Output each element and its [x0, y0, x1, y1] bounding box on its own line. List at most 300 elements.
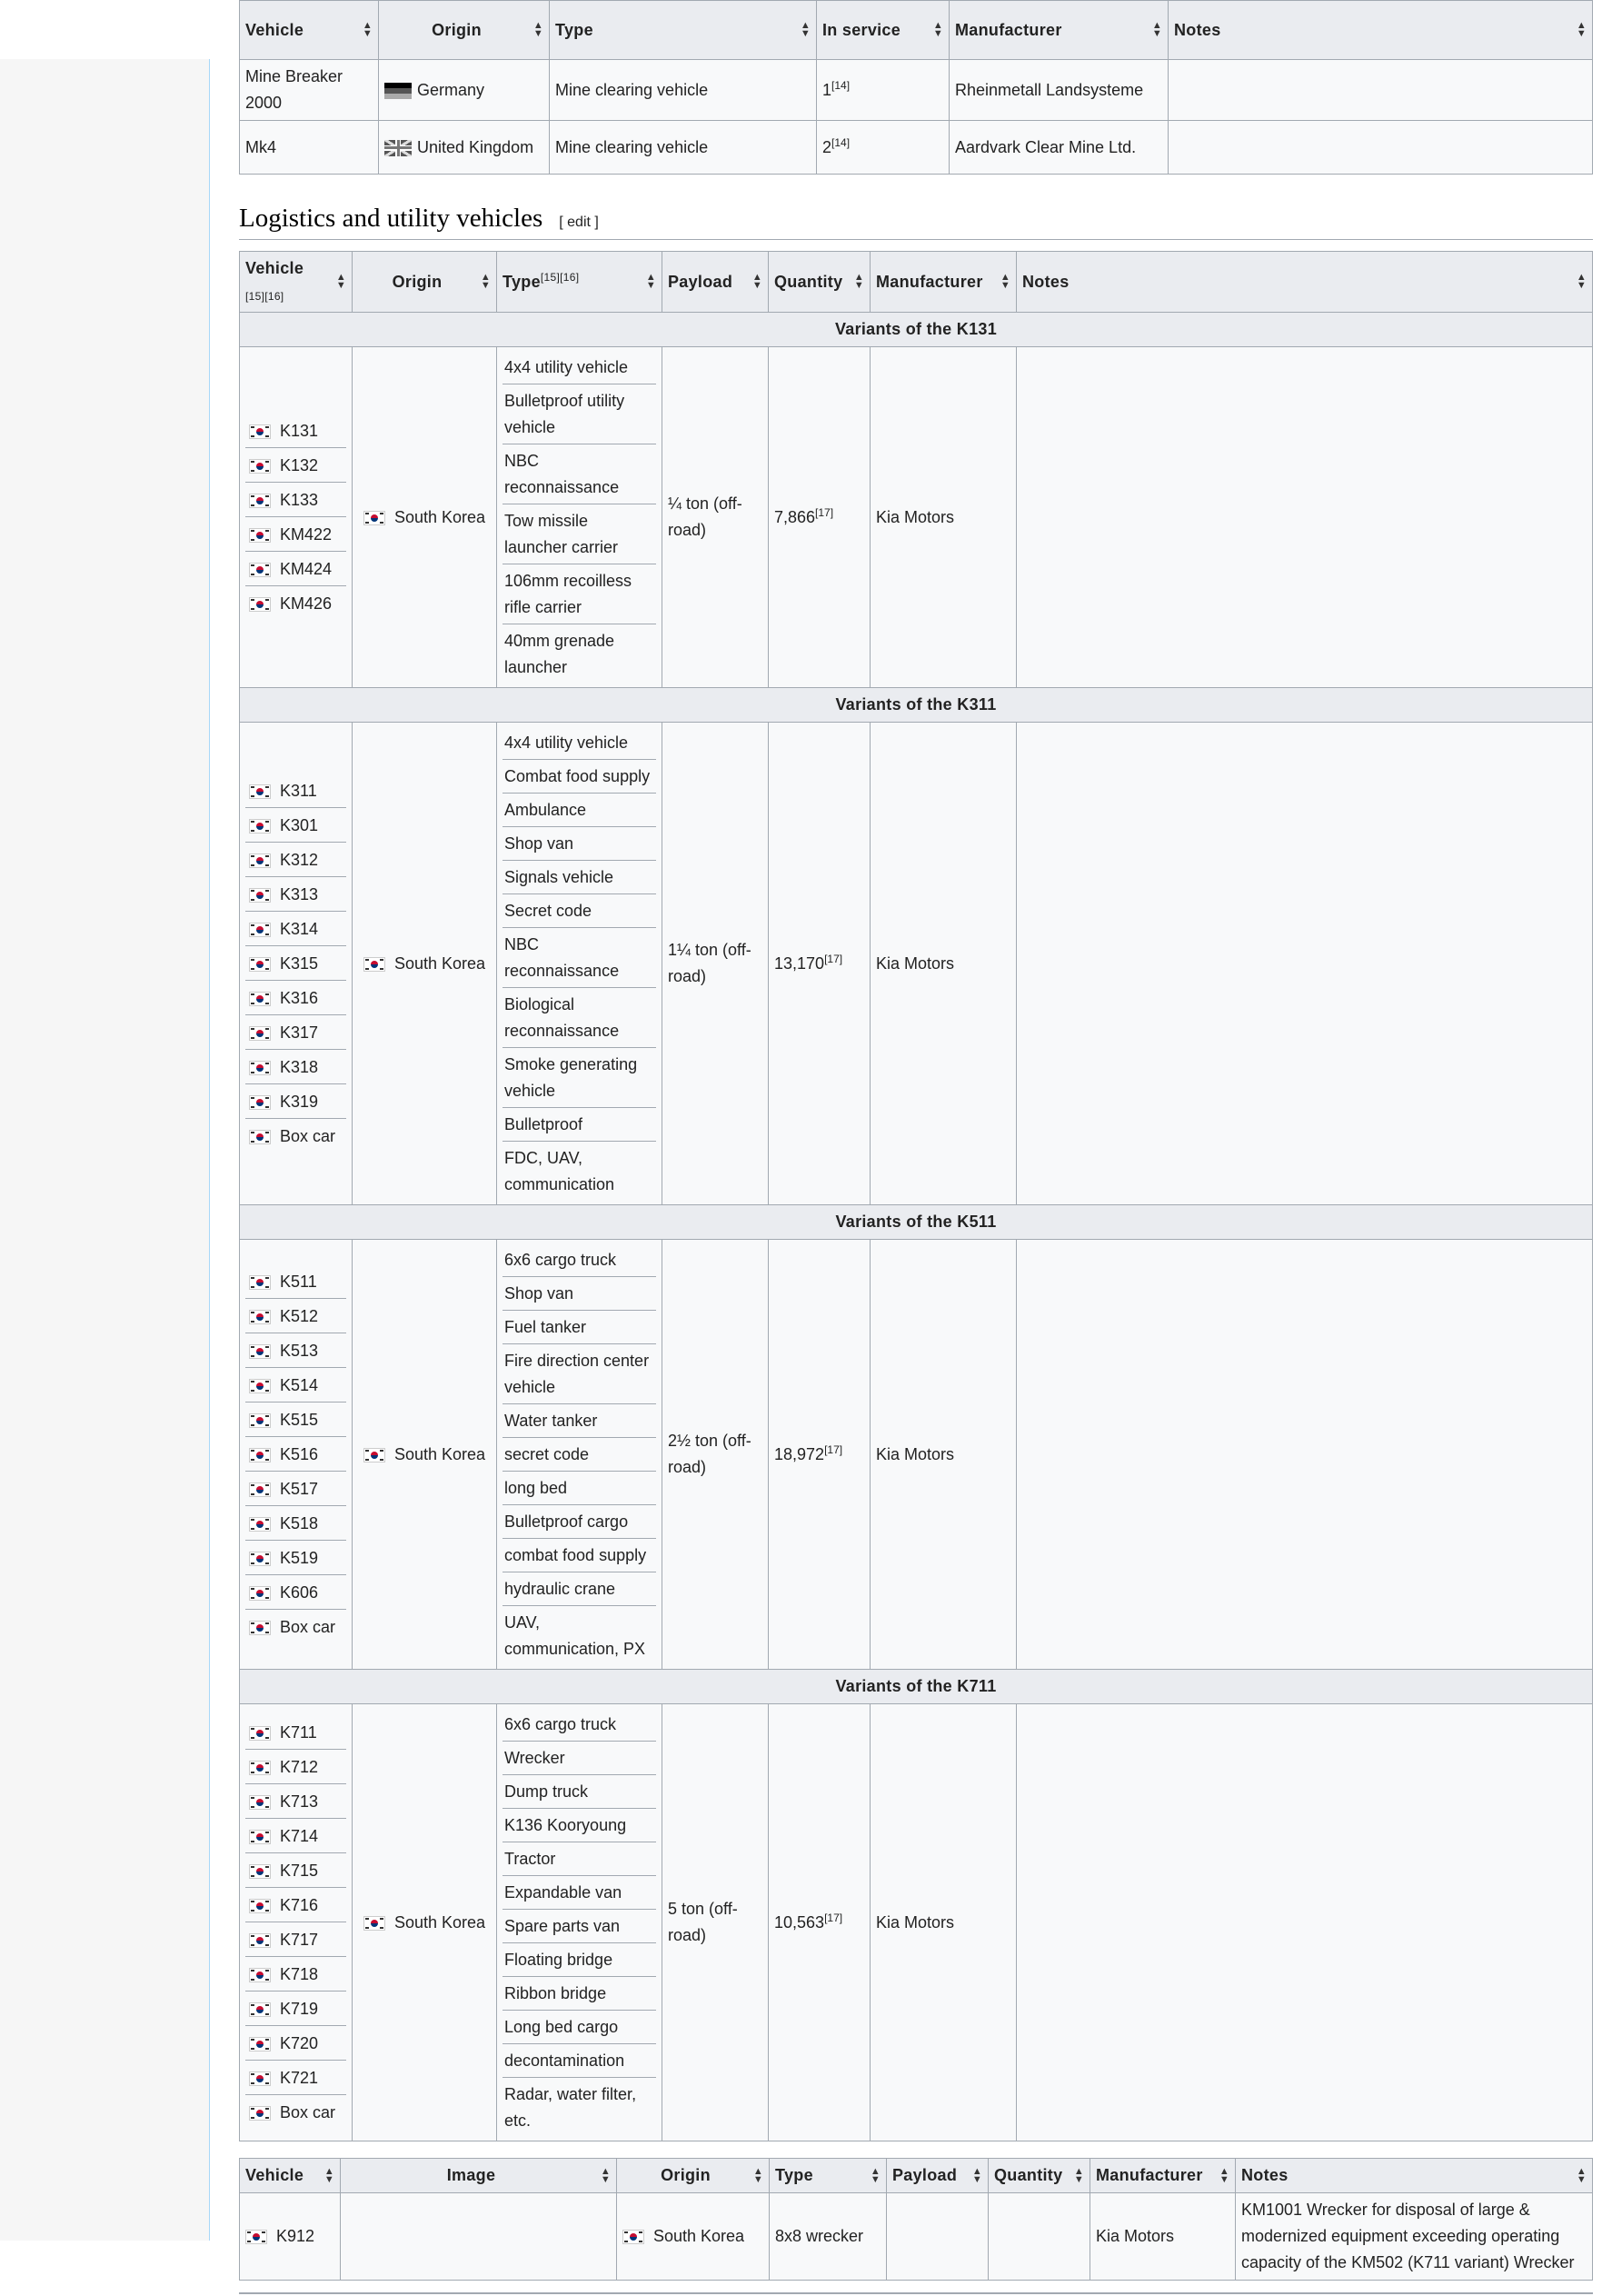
origin-link[interactable]: South Korea	[393, 1912, 486, 1932]
table-row	[240, 1240, 1593, 1670]
type-list-cell	[497, 1240, 662, 1670]
notes-cell	[1017, 1240, 1593, 1670]
list-item: Ribbon bridge	[503, 1977, 656, 2011]
sort-icon: ▲ ▼	[323, 2165, 334, 2185]
south-korea-flag-icon	[249, 424, 271, 439]
vehicle-name: K318	[280, 1058, 319, 1076]
south-korea-flag-icon	[249, 459, 271, 474]
vehicle-name: K319	[280, 1093, 319, 1111]
edit-bracket-close: ]	[590, 215, 599, 230]
sort-icon: ▲ ▼	[800, 20, 811, 39]
manufacturer-cell: Kia Motors	[871, 347, 1017, 688]
list-item: FDC, UAV, communication	[504, 1149, 615, 1193]
list-item	[245, 1819, 346, 1853]
south-korea-flag-icon	[249, 1275, 271, 1290]
list-item: Wrecker	[503, 1742, 656, 1775]
vehicle-name: Box car	[280, 1127, 336, 1145]
south-korea-flag-icon	[249, 888, 271, 903]
type-list-cell	[497, 347, 662, 688]
quantity-value: 13,170	[774, 953, 825, 973]
origin-cell	[379, 60, 550, 121]
list-item	[245, 1472, 346, 1506]
vehicle-list-cell	[240, 1240, 353, 1670]
mine-clearing-table	[239, 0, 1593, 175]
notes-cell	[1017, 723, 1593, 1205]
col-header-origin[interactable]	[379, 1, 550, 60]
citation-ref[interactable]: [17]	[824, 1911, 843, 1924]
vehicle-list	[245, 1264, 346, 1644]
list-item	[245, 517, 346, 552]
vehicle-name: K513	[280, 1342, 319, 1360]
list-item: 40mm grenade launcher	[504, 632, 615, 676]
list-item	[245, 1992, 346, 2026]
south-korea-flag-icon	[249, 1095, 271, 1110]
table-row	[240, 2193, 1593, 2281]
south-korea-flag-icon	[249, 1413, 271, 1428]
list-item: 6x6 cargo truck	[503, 1243, 656, 1277]
list-item	[245, 1368, 346, 1403]
vehicle-name: K711	[280, 1723, 317, 1742]
south-korea-flag-icon	[249, 1026, 271, 1041]
header-label: Type	[555, 20, 593, 39]
col-header-quantity[interactable]	[989, 2159, 1090, 2193]
sort-icon: ▲ ▼	[1576, 20, 1587, 39]
south-korea-flag-icon	[249, 854, 271, 868]
vehicle-name: K717	[280, 1931, 319, 1949]
quantity-cell	[769, 1240, 871, 1670]
vehicle-cell: Mine Breaker 2000	[240, 60, 379, 121]
list-item	[245, 1506, 346, 1541]
list-item	[245, 774, 346, 808]
list-item: K136 Kooryoung	[503, 1809, 656, 1842]
south-korea-flag-icon	[249, 1517, 271, 1532]
vehicle-list-cell	[240, 723, 353, 1205]
citation-ref[interactable]: [17]	[824, 1442, 843, 1456]
origin-cell	[379, 121, 550, 175]
header-label: Manufacturer	[876, 272, 983, 291]
south-korea-flag-icon	[363, 957, 385, 972]
section-heading	[239, 204, 1593, 240]
list-item: 106mm recoilless rifle carrier	[503, 564, 656, 624]
origin-cell	[353, 347, 497, 688]
notes-cell	[1169, 60, 1593, 121]
list-item: Shop van	[503, 1277, 656, 1311]
col-header-payload[interactable]	[662, 252, 769, 313]
vehicle-name: K312	[280, 851, 319, 869]
south-korea-flag-icon	[249, 1899, 271, 1913]
col-header-in-service[interactable]	[817, 1, 950, 60]
col-header-vehicle[interactable]	[240, 2159, 341, 2193]
edit-section-control	[559, 215, 599, 230]
south-korea-flag-icon	[249, 1061, 271, 1075]
header-label: Image	[446, 2166, 496, 2184]
vehicle-name: K511	[280, 1273, 317, 1291]
south-korea-flag-icon	[249, 1130, 271, 1144]
col-header-origin[interactable]	[617, 2159, 770, 2193]
vehicle-name: K311	[280, 782, 317, 800]
list-item: Bulletproof cargo	[503, 1505, 656, 1539]
list-item	[245, 843, 346, 877]
list-item: Fire direction center vehicle	[503, 1344, 656, 1404]
south-korea-flag-icon	[249, 2002, 271, 2017]
list-item: 4x4 utility vehicle	[503, 726, 656, 760]
south-korea-flag-icon	[249, 1344, 271, 1359]
vehicle-name: KM426	[280, 594, 333, 613]
header-label: Manufacturer	[1096, 2166, 1203, 2184]
list-item	[245, 1957, 346, 1992]
south-korea-flag-icon	[249, 2037, 271, 2051]
group-header-row	[240, 313, 1593, 347]
south-korea-flag-icon	[249, 1448, 271, 1462]
list-item: Fuel tanker	[503, 1311, 656, 1344]
payload-cell: 5 ton (off-road)	[662, 1704, 769, 2141]
list-item	[245, 1264, 346, 1299]
vehicle-name: Box car	[280, 2103, 336, 2121]
header-label: Notes	[1022, 272, 1070, 291]
south-korea-flag-icon	[249, 1621, 271, 1635]
vehicle-name: K131	[280, 422, 319, 440]
group-header-row	[240, 688, 1593, 723]
vehicle-name: K317	[280, 1023, 319, 1042]
edit-bracket-open: [	[559, 215, 568, 230]
col-header-notes[interactable]	[1236, 2159, 1593, 2193]
south-korea-flag-icon	[249, 1864, 271, 1879]
origin-link[interactable]: Germany	[417, 80, 485, 99]
col-header-notes[interactable]	[1017, 252, 1593, 313]
citation-ref[interactable]: [15][16]	[245, 290, 284, 303]
header-label: Quantity	[774, 272, 843, 291]
vehicle-name: K712	[280, 1758, 319, 1776]
sort-icon: ▲ ▼	[1576, 272, 1587, 291]
list-item: NBC reconnaissance	[503, 928, 656, 988]
list-item: Shop van	[503, 827, 656, 861]
list-item: Long bed cargo	[503, 2011, 656, 2044]
col-header-type[interactable]	[550, 1, 817, 60]
origin-cell	[353, 723, 497, 1205]
quantity-cell	[769, 723, 871, 1205]
header-label: Payload	[668, 272, 733, 291]
origin-link[interactable]: South Korea	[653, 2227, 745, 2245]
quantity-value: 18,972	[774, 1444, 825, 1463]
notes-cell	[1017, 1704, 1593, 2141]
south-korea-flag-icon	[249, 2071, 271, 2086]
header-label: Payload	[892, 2166, 958, 2184]
list-item: decontamination	[503, 2044, 656, 2078]
header-label: Type	[775, 2166, 813, 2184]
list-item: Bulletproof utility vehicle	[503, 384, 656, 444]
table-header-row	[240, 1, 1593, 60]
list-item	[245, 414, 346, 448]
list-item: combat food supply	[503, 1539, 656, 1572]
vehicle-list-cell	[240, 1704, 353, 2141]
list-item	[245, 1437, 346, 1472]
south-korea-flag-icon	[249, 597, 271, 612]
quantity-cell	[769, 1704, 871, 2141]
list-item	[245, 1403, 346, 1437]
vehicle-name: K301	[280, 816, 319, 834]
col-header-type[interactable]	[770, 2159, 887, 2193]
south-korea-flag-icon	[249, 1586, 271, 1601]
list-item	[245, 912, 346, 946]
list-item	[245, 483, 346, 517]
in-service-cell	[817, 121, 950, 175]
south-korea-flag-icon	[249, 563, 271, 577]
table-edge-line	[239, 2292, 1593, 2294]
south-korea-flag-icon	[249, 1830, 271, 1844]
vehicle-name: K716	[280, 1896, 319, 1914]
list-item: Bulletproof	[503, 1108, 656, 1142]
manufacturer-cell: Aardvark Clear Mine Ltd.	[950, 121, 1169, 175]
list-item: 6x6 cargo truck	[503, 1708, 656, 1742]
table-header-row	[240, 2159, 1593, 2193]
origin-link[interactable]: South Korea	[393, 953, 486, 973]
table-row	[240, 1704, 1593, 2141]
list-item	[245, 1784, 346, 1819]
quantity-cell	[989, 2193, 1090, 2281]
header-label: Vehicle	[245, 259, 304, 277]
list-item	[245, 1750, 346, 1784]
list-item	[245, 946, 346, 981]
header-label: In service	[822, 20, 901, 39]
in-service-value: 1	[822, 80, 832, 99]
vehicle-name: K515	[280, 1411, 319, 1429]
col-header-payload[interactable]	[887, 2159, 989, 2193]
vehicle-name: KM422	[280, 525, 333, 544]
vehicle-name: K132	[280, 456, 319, 474]
list-item	[245, 1015, 346, 1050]
list-item	[245, 448, 346, 483]
sort-icon: ▲ ▼	[752, 2165, 763, 2185]
citation-ref[interactable]: [14]	[831, 78, 851, 92]
wrecker-table	[239, 2158, 1593, 2281]
list-item	[245, 1922, 346, 1957]
list-item	[245, 552, 346, 586]
sort-icon: ▲ ▼	[645, 272, 656, 291]
south-korea-flag-icon	[245, 2230, 267, 2244]
table-row	[240, 121, 1593, 175]
col-header-vehicle[interactable]	[240, 252, 353, 313]
list-item: Water tanker	[503, 1404, 656, 1438]
vehicle-name: KM424	[280, 560, 333, 578]
citation-ref[interactable]: [15][16]	[540, 270, 580, 284]
quantity-value: 10,563	[774, 1912, 825, 1932]
origin-cell	[353, 1704, 497, 2141]
vehicle-name: K715	[280, 1862, 319, 1880]
sort-icon: ▲ ▼	[335, 272, 346, 291]
list-item	[245, 981, 346, 1015]
group-title: Variants of the K511	[240, 1205, 1593, 1240]
vehicle-name: K721	[280, 2069, 319, 2087]
south-korea-flag-icon	[249, 1552, 271, 1566]
list-item	[245, 808, 346, 843]
sort-icon: ▲ ▼	[932, 20, 943, 39]
south-korea-flag-icon	[249, 1310, 271, 1324]
payload-cell	[887, 2193, 989, 2281]
type-list	[503, 726, 656, 1201]
sort-icon: ▲ ▼	[1073, 2165, 1084, 2185]
vehicle-name: K518	[280, 1514, 319, 1532]
south-korea-flag-icon	[622, 2230, 644, 2244]
logistics-vehicles-table	[239, 251, 1593, 2141]
vehicle-name: K316	[280, 989, 319, 1007]
header-label: Origin	[661, 2166, 711, 2184]
south-korea-flag-icon	[363, 511, 385, 525]
sort-icon: ▲ ▼	[870, 2165, 881, 2185]
type-cell: Mine clearing vehicle	[550, 60, 817, 121]
quantity-value: 7,866	[774, 507, 816, 526]
type-list	[503, 1708, 656, 2137]
group-title: Variants of the K131	[240, 313, 1593, 347]
list-item: Dump truck	[503, 1775, 656, 1809]
col-header-quantity[interactable]	[769, 252, 871, 313]
col-header-vehicle[interactable]	[240, 1, 379, 60]
list-item: Tractor	[503, 1842, 656, 1876]
list-item: Biological reconnaissance	[503, 988, 656, 1048]
table-row	[240, 60, 1593, 121]
sort-icon: ▲ ▼	[1000, 272, 1010, 291]
payload-cell: 1¼ ton (off-road)	[662, 723, 769, 1205]
vehicle-name: K315	[280, 954, 319, 973]
vehicle-list-cell	[240, 347, 353, 688]
list-item	[245, 1853, 346, 1888]
vehicle-name: K314	[280, 920, 319, 938]
table-header-row	[240, 252, 1593, 313]
south-korea-flag-icon	[249, 494, 271, 508]
col-header-manufacturer[interactable]	[950, 1, 1169, 60]
origin-cell	[617, 2193, 770, 2281]
south-korea-flag-icon	[249, 957, 271, 972]
south-korea-flag-icon	[249, 2106, 271, 2121]
sort-icon: ▲ ▼	[1151, 20, 1162, 39]
south-korea-flag-icon	[249, 528, 271, 543]
sort-icon: ▲ ▼	[751, 272, 762, 291]
south-korea-flag-icon	[363, 1916, 385, 1931]
sort-icon: ▲ ▼	[362, 20, 373, 39]
sort-icon: ▲ ▼	[1576, 2165, 1587, 2185]
col-header-type[interactable]	[497, 252, 662, 313]
sort-icon: ▲ ▼	[480, 272, 491, 291]
list-item	[245, 586, 346, 621]
manufacturer-cell: Kia Motors	[1090, 2193, 1236, 2281]
table-row	[240, 347, 1593, 688]
south-korea-flag-icon	[249, 1482, 271, 1497]
vehicle-name: K714	[280, 1827, 319, 1845]
quantity-cell	[769, 347, 871, 688]
vehicle-cell: Mk4	[240, 121, 379, 175]
header-label: Notes	[1241, 2166, 1289, 2184]
type-list	[503, 351, 656, 684]
origin-link[interactable]: United Kingdom	[417, 137, 534, 156]
vehicle-name: K606	[280, 1583, 319, 1602]
list-item: Expandable van	[503, 1876, 656, 1910]
south-korea-flag-icon	[249, 923, 271, 937]
list-item	[245, 1541, 346, 1575]
notes-cell: KM1001 Wrecker for disposal of large & modernized equipment exceeding operating capacity of the KM502 (K711 variant) Wrecker	[1236, 2193, 1593, 2281]
group-title: Variants of the K711	[240, 1670, 1593, 1704]
col-header-origin[interactable]	[353, 252, 497, 313]
vehicle-name: K517	[280, 1480, 319, 1498]
list-item: Ambulance	[503, 794, 656, 827]
manufacturer-cell: Rheinmetall Landsysteme	[950, 60, 1169, 121]
list-item: Spare parts van	[503, 1910, 656, 1943]
col-header-manufacturer[interactable]	[1090, 2159, 1236, 2193]
list-item	[245, 1119, 346, 1153]
list-item: NBC reconnaissance	[503, 444, 656, 504]
origin-link[interactable]: South Korea	[393, 1444, 486, 1463]
list-item	[245, 2026, 346, 2061]
notes-cell	[1017, 347, 1593, 688]
header-label: Vehicle	[245, 2166, 304, 2184]
list-item	[245, 1715, 346, 1750]
table-row	[240, 723, 1593, 1205]
header-label: Notes	[1174, 20, 1221, 39]
payload-cell: 2½ ton (off-road)	[662, 1240, 769, 1670]
list-item	[245, 877, 346, 912]
united-kingdom-flag-icon	[384, 140, 412, 156]
type-list	[503, 1243, 656, 1665]
list-item	[245, 1299, 346, 1333]
sort-icon: ▲ ▼	[532, 20, 543, 39]
vehicle-name: K713	[280, 1792, 319, 1811]
manufacturer-cell: Kia Motors	[871, 1240, 1017, 1670]
south-korea-flag-icon	[249, 1726, 271, 1741]
header-label: Manufacturer	[955, 20, 1062, 39]
south-korea-flag-icon	[249, 1795, 271, 1810]
type-list-cell	[497, 723, 662, 1205]
list-item	[245, 1575, 346, 1610]
germany-flag-icon	[384, 83, 412, 99]
header-label: Origin	[432, 20, 482, 39]
type-cell: Mine clearing vehicle	[550, 121, 817, 175]
origin-link[interactable]: South Korea	[393, 507, 486, 526]
sort-icon: ▲ ▼	[853, 272, 864, 291]
image-cell	[341, 2193, 617, 2281]
header-label: Quantity	[994, 2166, 1063, 2184]
citation-ref[interactable]: [14]	[831, 135, 851, 149]
group-title: Variants of the K311	[240, 688, 1593, 723]
sort-icon: ▲ ▼	[971, 2165, 982, 2185]
in-service-cell	[817, 60, 950, 121]
list-item: Floating bridge	[503, 1943, 656, 1977]
citation-ref[interactable]: [17]	[824, 952, 843, 965]
sort-icon: ▲ ▼	[1219, 2165, 1229, 2185]
vehicle-name: K133	[280, 491, 319, 509]
origin-cell	[353, 1240, 497, 1670]
citation-ref[interactable]: [17]	[815, 505, 834, 519]
south-korea-flag-icon	[249, 1379, 271, 1393]
list-item: Signals vehicle	[503, 861, 656, 894]
list-item: secret code	[503, 1438, 656, 1472]
list-item	[245, 1888, 346, 1922]
in-service-value: 2	[822, 137, 832, 156]
list-item: Tow missile launcher carrier	[503, 504, 656, 564]
type-list-cell	[497, 1704, 662, 2141]
type-cell: 8x8 wrecker	[770, 2193, 887, 2281]
vehicle-list	[245, 414, 346, 621]
col-header-image[interactable]	[341, 2159, 617, 2193]
south-korea-flag-icon	[249, 819, 271, 834]
payload-cell: ¼ ton (off-road)	[662, 347, 769, 688]
col-header-notes[interactable]	[1169, 1, 1593, 60]
notes-cell	[1169, 121, 1593, 175]
list-item	[245, 2061, 346, 2095]
sort-icon: ▲ ▼	[600, 2165, 611, 2185]
col-header-manufacturer[interactable]	[871, 252, 1017, 313]
edit-section-link[interactable]: edit	[567, 215, 591, 230]
list-item: hydraulic crane	[503, 1572, 656, 1606]
article-content	[239, 0, 1593, 2281]
vehicle-name: K519	[280, 1549, 319, 1567]
